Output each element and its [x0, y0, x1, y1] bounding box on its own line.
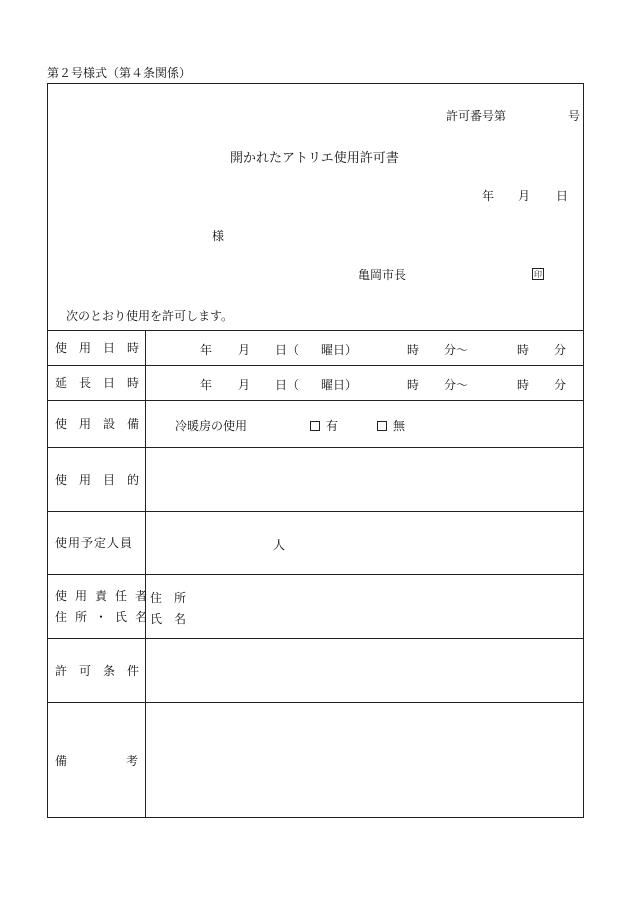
responsible-name-label: 氏 名 — [150, 612, 187, 626]
extend-month: 月 — [238, 378, 251, 392]
permit-form — [47, 83, 584, 818]
attendees-label: 使用予定人員 — [55, 536, 134, 550]
conditions-label: 許 可 条 件 — [55, 663, 140, 678]
use-weekday: 曜日） — [321, 343, 358, 357]
checkbox-no[interactable] — [377, 421, 387, 431]
purpose-field[interactable] — [146, 448, 584, 510]
seal-mark — [532, 266, 544, 280]
form-number: 第２号様式（第４条関係） — [47, 66, 192, 80]
hvac-no-option[interactable]: 無 — [377, 417, 405, 434]
use-minute-start: 分～ — [444, 343, 469, 357]
responsible-address-label: 住 所 — [150, 591, 187, 605]
permit-number-label: 許可番号第 — [446, 109, 507, 123]
purpose-label: 使 用 目 的 — [55, 472, 140, 487]
use-minute-end: 分 — [554, 343, 567, 357]
equipment-label: 使 用 設 備 — [55, 417, 140, 431]
permit-number-suffix: 号 — [568, 109, 581, 123]
use-hour-end: 時 — [517, 343, 530, 357]
hvac-usage-text: 冷暖房の使用 — [175, 419, 248, 433]
date-year: 年 — [482, 189, 495, 203]
checkbox-yes[interactable] — [310, 421, 320, 431]
extend-year: 年 — [200, 378, 213, 392]
hvac-yes-option[interactable]: 有 — [310, 417, 338, 434]
seal-icon: 印 — [534, 270, 542, 279]
addressee-suffix: 様 — [212, 229, 225, 243]
attendees-unit: 人 — [273, 538, 286, 552]
use-month: 月 — [238, 343, 251, 357]
use-datetime-label: 使 用 日 時 — [55, 341, 140, 355]
extend-minute-end: 分 — [554, 378, 567, 392]
remarks-field[interactable] — [146, 703, 584, 817]
extend-hour-start: 時 — [407, 378, 420, 392]
extend-hour-end: 時 — [517, 378, 530, 392]
extend-weekday: 曜日） — [321, 378, 358, 392]
use-hour-start: 時 — [407, 343, 420, 357]
extend-day: 日（ — [275, 378, 300, 392]
use-year: 年 — [200, 343, 213, 357]
intro-text: 次のとおり使用を許可します。 — [66, 309, 234, 323]
date-day: 日 — [556, 189, 569, 203]
use-day: 日（ — [275, 343, 300, 357]
responsible-label: 使 用 責 任 者 住 所 ・ 氏 名 — [55, 589, 148, 624]
date-month: 月 — [518, 189, 531, 203]
conditions-field[interactable] — [146, 639, 584, 701]
issuer-name: 亀岡市長 — [358, 268, 407, 282]
remarks-label: 備 考 — [55, 753, 138, 768]
extend-datetime-label: 延 長 日 時 — [55, 376, 140, 390]
document-title: 開かれたアトリエ使用許可書 — [230, 151, 399, 166]
extend-minute-start: 分～ — [444, 378, 469, 392]
